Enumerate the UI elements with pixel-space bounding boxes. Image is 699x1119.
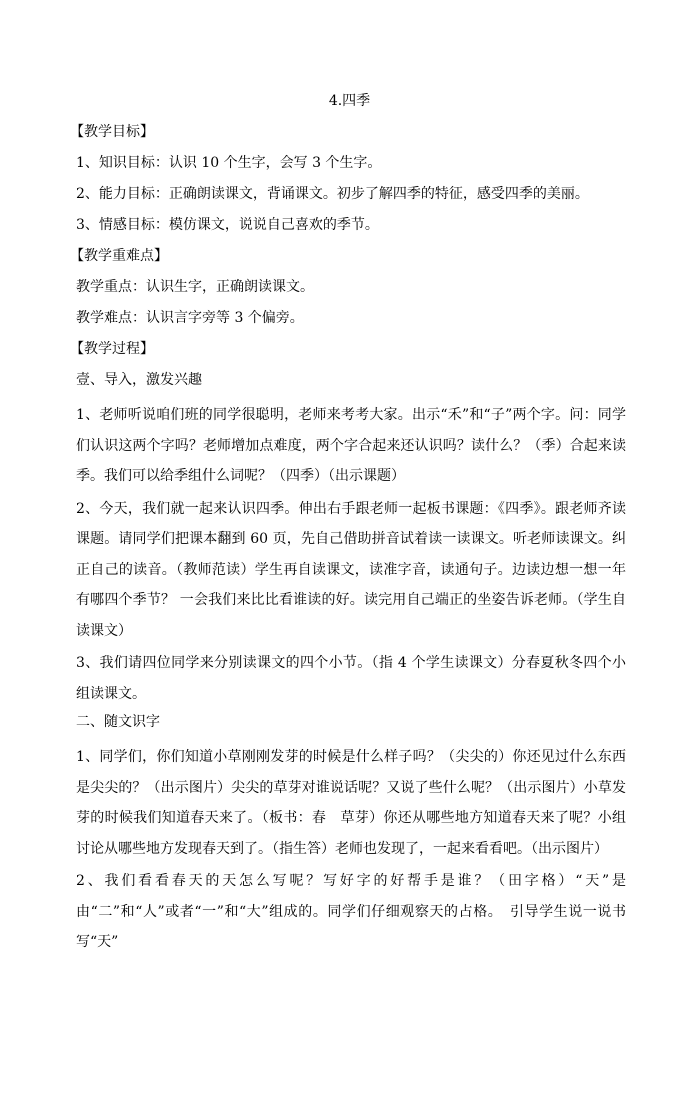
paragraph-step-1-1: 1、老师听说咱们班的同学很聪明，老师来考考大家。出示“禾”和“子”两个字。问：同学们认识这两个字吗？老师增加点难度，两个字合起来还认识吗？读什么？（季）合起来读季。我们可以给季组什么词呢？（四季）（出示课题） [76, 407, 626, 484]
paragraph-goal-2: 2、能力目标：正确朗读课文，背诵课文。初步了解四季的特征，感受四季的美丽。 [76, 186, 589, 202]
section-heading-key-points: 【教学重难点】 [70, 248, 168, 264]
paragraph-key-point: 教学重点：认识生字，正确朗读课文。 [76, 279, 314, 295]
section-heading-goals: 【教学目标】 [70, 124, 154, 140]
paragraph-goal-1: 1、知识目标：认识 10 个生字，会写 3 个生字。 [76, 155, 382, 171]
paragraph-step-1-2: 2、今天，我们就一起来认识四季。伸出右手跟老师一起板书课题：《四季》。跟老师齐读课题。请同学们把课本翻到 60 页，先自己借助拼音试着读一读课文。听老师读课文。纠正自己的读音。（教师范读）学生再自读课文，读准字音，读通句子。边读边想一想一年有哪四个季节？ 一会我们来比比看谁读的好。读完用自己端正的坐姿告诉老师。（学生自读课文） [76, 500, 626, 639]
paragraph-step-2-2: 2、我们看看春天的天怎么写呢？写好字的好帮手是谁？（田字格）“天”是由“二”和“人”或者“一”和“大”组成的。同学们仔细观察天的占格。 引导学生说一说书写“天” [76, 873, 626, 950]
section-heading-process: 【教学过程】 [70, 341, 154, 357]
subheading-step-2: 二、随文识字 [76, 714, 160, 730]
subheading-step-1: 壹、导入，激发兴趣 [76, 372, 202, 388]
paragraph-goal-3: 3、情感目标：模仿课文，说说自己喜欢的季节。 [76, 217, 379, 233]
paragraph-step-2-1: 1、同学们，你们知道小草刚刚发芽的时候是什么样子吗？（尖尖的）你还见过什么东西是尖尖的？（出示图片）尖尖的草芽对谁说话呢？又说了些什么呢？（出示图片）小草发芽的时候我们知道春天来了。（板书：春 草芽）你还从哪些地方知道春天来了呢？小组讨论从哪些地方发现春天到了。（指生答）老师也发现了，一起来看看吧。（出示图片） [76, 749, 626, 857]
document-title: 4.四季 [328, 93, 371, 109]
paragraph-step-1-3: 3、我们请四位同学来分别读课文的四个小节。（指 4 个学生读课文）分春夏秋冬四个小组读课文。 [76, 655, 626, 702]
document-body [70, 121, 626, 960]
paragraph-difficult-point: 教学难点：认识言字旁等 3 个偏旁。 [76, 310, 304, 326]
